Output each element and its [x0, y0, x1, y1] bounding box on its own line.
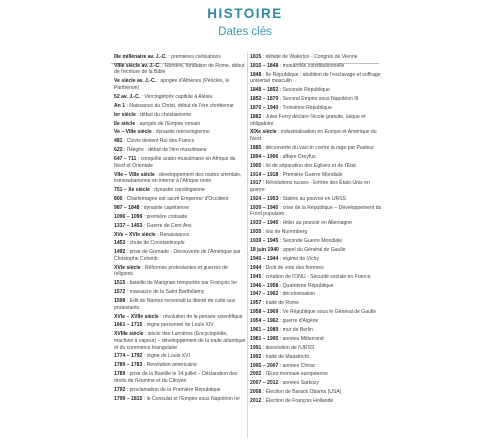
timeline-entry: [114, 289, 246, 296]
timeline-date: 751 – Xe siècle: [114, 187, 150, 194]
timeline-event: : première croisade: [142, 213, 188, 220]
timeline-entry: [250, 291, 384, 298]
timeline-entry: [250, 300, 384, 307]
timeline-entry: [250, 220, 384, 227]
timeline-event: : Ve République sous le Général de Gaulle: [278, 309, 377, 316]
timeline-entry: [114, 94, 246, 101]
timeline-date: 1981 – 1995: [250, 335, 279, 342]
timeline-date: 1991: [250, 344, 262, 351]
timeline-entry: [114, 138, 246, 145]
timeline-event: : Renaissance: [155, 231, 190, 238]
timeline-entry: [250, 72, 384, 85]
timeline-entry: [114, 223, 246, 230]
timeline-event: : Naissance du Christ, début de l'ère chrétienne: [125, 102, 234, 109]
timeline-entry: [250, 87, 384, 94]
timeline-event: : l'Hégire : début de l'ère musulmane: [122, 147, 207, 154]
timeline-entry: [114, 214, 246, 221]
timeline-entry: [114, 205, 246, 212]
timeline-entry: [250, 256, 384, 263]
timeline-event: : Jules Ferry déclare l'école gratuite, laïque et obligatoire: [250, 113, 366, 127]
timeline-entry: [250, 54, 384, 61]
timeline-date: 1957: [250, 300, 262, 307]
timeline-event: : premières civilisations: [166, 54, 221, 60]
timeline-event: : loi de séparation des Églises et de l'État: [261, 162, 356, 169]
timeline-entry: [114, 322, 246, 329]
timeline-event: : IIe République : abolition de l'esclavage et suffrage universel masculin: [250, 71, 381, 85]
timeline-date: 2002: [250, 371, 262, 378]
timeline-entry: [250, 172, 384, 179]
timeline-entry: [250, 129, 384, 142]
timeline-entry: [250, 283, 384, 290]
timeline-event: : prise de la Bastille le 14 juillet – Déclaration des droits de l'Homme et du Citoyen: [114, 371, 238, 384]
timeline-entry: [114, 121, 246, 128]
timeline-date: 1815: [250, 54, 262, 60]
timeline-date: 1961 – 1989: [250, 327, 279, 334]
timeline-date: 1789: [114, 371, 126, 378]
timeline-event: : Guerre de Cent Ans: [142, 222, 192, 229]
timeline-event: : dynastie capétienne: [139, 204, 190, 211]
timeline-event: : Première Guerre Mondiale: [278, 171, 343, 178]
timeline-event: : traité de Maastricht: [261, 353, 309, 360]
timeline-date: 18 juin 1940: [250, 247, 279, 253]
timeline-date: 1792: [114, 386, 126, 393]
timeline-date: Ve siècle av. J.-C.: [114, 78, 157, 85]
timeline-entry: [114, 387, 246, 394]
column-divider: [247, 52, 248, 438]
timeline-event: : monarchie constitutionnelle: [278, 62, 345, 69]
timeline-date: 1933 – 1945: [250, 220, 279, 227]
timeline-date: 52 av. J.-C.: [114, 93, 141, 100]
timeline-event: : apogée d'Athènes (Périclès, le Parthénon): [114, 78, 230, 91]
timeline-date: 1453: [114, 240, 126, 247]
timeline-entry: [250, 105, 384, 112]
timeline-event: : Charlemagne est sacré Empereur d'Occident: [122, 195, 229, 202]
subtitle-row: [0, 24, 490, 40]
timeline-column-right: [250, 54, 384, 407]
timeline-event: : massacre de la Saint Barthélemy: [125, 289, 205, 296]
timeline-event: : défaite de Waterloo - Congrès de Vienne: [261, 54, 358, 60]
timeline-date: 1944: [250, 264, 262, 271]
timeline-date: 1870 – 1940: [250, 105, 279, 112]
timeline-event: : industrialisation en Europe et Amérique du Nord: [250, 129, 377, 143]
timeline-entry: [114, 156, 246, 169]
timeline-entry: [250, 309, 384, 316]
timeline-entry: [114, 265, 246, 278]
timeline-entry: [114, 129, 246, 136]
timeline-date: 800: [114, 195, 123, 202]
timeline-event: : siècle des Lumières (Encyclopédie, machine à vapeur) – développement de la traite atlantique et du commerce triangulaire: [114, 331, 246, 351]
timeline-date: 1947 – 1962: [250, 291, 279, 298]
timeline-entry: [114, 54, 246, 61]
timeline-event: : années Mitterrand: [278, 335, 324, 342]
timeline-event: : Droit de vote des femmes: [261, 264, 324, 271]
timeline-date: 1885: [250, 144, 262, 151]
timeline-entry: [114, 78, 246, 91]
timeline-date: 1930 – 1940: [250, 204, 279, 211]
timeline-entry: [114, 353, 246, 360]
timeline-entry: [250, 229, 384, 236]
timeline-entry: [250, 345, 384, 352]
timeline-event: : guerre d'Algérie: [278, 318, 319, 325]
timeline-entry: [114, 396, 246, 403]
timeline-event: : appel du Général de Gaulle: [278, 247, 346, 253]
timeline-entry: [250, 145, 384, 152]
timeline-date: 1917: [250, 180, 262, 187]
timeline-date: 647 – 711: [114, 156, 137, 163]
timeline-date: 1882: [250, 113, 262, 120]
timeline-entry: [114, 147, 246, 154]
timeline-entry: [250, 265, 384, 272]
timeline-date: 1939 – 1945: [250, 238, 279, 245]
timeline-date: 1799 – 1815: [114, 395, 143, 402]
timeline-entry: [250, 371, 384, 378]
timeline-event: : création de l'ONU - Sécurité sociale en France: [261, 273, 371, 280]
timeline-entry: [250, 180, 384, 193]
timeline-event: : apogée de l'Empire romain: [135, 120, 201, 127]
timeline-event: : années Sarkozy: [278, 380, 320, 387]
timeline-date: 1572: [114, 289, 126, 296]
timeline-date: 1598: [114, 298, 126, 305]
timeline-date: 2008: [250, 389, 262, 396]
timeline-entry: [250, 398, 384, 405]
timeline-date: XVIe siècle: [114, 264, 141, 271]
timeline-event: : développement des routes orientale, transsaharienne en interne à l'Afrique noire: [114, 171, 242, 185]
timeline-event: : proclamation de la Première République: [125, 386, 221, 393]
timeline-event: : début du christianisme: [135, 111, 192, 118]
timeline-event: : affaire Dreyfus: [278, 153, 316, 160]
timeline-event: : crise de la République – Développement du Front populaire: [250, 204, 382, 218]
timeline-event: : dynastie mérovingienne: [151, 129, 210, 136]
timeline-date: 481: [114, 138, 123, 145]
timeline-date: 1905: [250, 162, 262, 169]
timeline-event: : règne personnel de Louis XIV: [142, 322, 214, 329]
timeline-entry: [114, 103, 246, 110]
timeline-event: : révolution de la pensée scientifique: [158, 313, 243, 320]
timeline-entry: [250, 389, 384, 396]
timeline-event: : Vercingétorix capitule à Alésia: [140, 93, 213, 100]
timeline-entry: [250, 247, 384, 254]
timeline-entry: [250, 274, 384, 281]
timeline-entry: [250, 63, 384, 70]
timeline-entry: [114, 362, 246, 369]
timeline-entry: [250, 96, 384, 103]
timeline-date: 1661 – 1715: [114, 322, 143, 329]
timeline-date: XVIe – XVIIe siècle: [114, 313, 159, 320]
timeline-entry: [250, 363, 384, 370]
timeline-date: 1958 – 1969: [250, 309, 279, 316]
timeline-entry: [114, 63, 246, 76]
timeline-event: : Hitler au pouvoir en Allemagne: [278, 220, 352, 227]
timeline-event: : Quatrième République: [278, 282, 334, 289]
page-subtitle: Dates clés: [218, 26, 272, 38]
timeline-event: : Seconde République: [278, 87, 330, 94]
timeline-event: : Staline au pouvoir en URSS: [278, 195, 346, 202]
timeline-date: 622: [114, 147, 123, 154]
page-header: [0, 6, 490, 22]
timeline-date: 2012: [250, 398, 262, 405]
timeline-date: 1815 – 1848: [250, 62, 279, 69]
timeline-entry: [114, 331, 246, 351]
timeline-entry: [114, 371, 246, 384]
timeline-date: An 1: [114, 102, 126, 109]
timeline-entry: [114, 240, 246, 247]
timeline-entry: [114, 172, 246, 185]
timeline-event: : conquête arabo-musulmane en Afrique du Nord et Orientale: [114, 156, 236, 169]
timeline-entry: [114, 196, 246, 203]
timeline-date: XIXe siècle: [250, 129, 277, 136]
timeline-event: : règne de Louis XVI: [142, 353, 190, 360]
timeline-entry: [250, 336, 384, 343]
timeline-date: IIe siècle: [114, 120, 136, 127]
timeline-date: 1946 – 1958: [250, 282, 279, 289]
timeline-entry: [250, 205, 384, 218]
timeline-date: Ier siècle: [114, 111, 136, 118]
timeline-date: VIIe – VIIIe siècle: [114, 171, 155, 178]
timeline-event: : années Chirac: [278, 362, 316, 369]
timeline-entry: [114, 280, 246, 287]
timeline-date: 1852 – 1870: [250, 96, 279, 103]
timeline-event: : Troisième République: [278, 105, 332, 112]
timeline-date: 1945: [250, 273, 262, 280]
timeline-event: : chute de Constantinople: [125, 240, 185, 247]
timeline-entry: [250, 154, 384, 161]
timeline-event: : traité de Rome: [261, 300, 299, 307]
timeline-date: 1935: [250, 229, 262, 236]
page-title: HISTOIRE: [207, 6, 283, 21]
timeline-entry: [114, 187, 246, 194]
timeline-event: : Élection de François Hollande: [261, 398, 334, 405]
timeline-event: : Second Empire sous Napoléon III: [278, 96, 359, 103]
timeline-date: 1954 – 1962: [250, 318, 279, 325]
timeline-event: : régime de Vichy: [278, 255, 320, 262]
timeline-date: XVIIIe siècle: [114, 331, 144, 338]
timeline-event: : bataille de Marignan remportée par François Ier: [125, 280, 238, 287]
timeline-date: 1848 – 1852: [250, 87, 279, 94]
timeline-date: 1894 – 1906: [250, 153, 279, 160]
timeline-entry: [250, 354, 384, 361]
timeline-entry: [114, 298, 246, 311]
timeline-date: 1914 – 1918: [250, 171, 279, 178]
timeline-event: : dissolution de l'URSS: [261, 344, 315, 351]
timeline-entry: [114, 112, 246, 119]
timeline-event: : découverte du vaccin contre la rage par Pasteur: [261, 144, 375, 151]
timeline-event: : Révolution américaine: [142, 362, 197, 369]
timeline-entry: [250, 238, 384, 245]
timeline-date: 1924 – 1953: [250, 195, 279, 202]
timeline-entry: [114, 232, 246, 239]
timeline-entry: [250, 163, 384, 170]
timeline-event: : Réformes protestantes et guerres de religions: [114, 264, 228, 278]
timeline-date: 1096 – 1099: [114, 213, 143, 220]
timeline-entry: [250, 318, 384, 325]
timeline-event: : lois de Nuremberg: [261, 229, 308, 236]
timeline-date: 987 – 1848: [114, 204, 140, 211]
timeline-date: 1515: [114, 280, 126, 287]
timeline-date: 1337 – 1453: [114, 222, 143, 229]
timeline-date: 1992: [250, 353, 262, 360]
timeline-event: : Élection de Barack Obama (USA): [261, 389, 342, 396]
timeline-entry: [250, 380, 384, 387]
timeline-event: : l'Euro monnaie européenne: [261, 371, 329, 378]
timeline-event: : mur de Berlin: [278, 327, 313, 334]
timeline-event: : décolonisation: [278, 291, 316, 298]
timeline-entry: [114, 249, 246, 262]
timeline-date: 1995 – 2007: [250, 362, 279, 369]
timeline-event: : prise de Grenade - Découverte de l'Amérique par Christophe Colomb: [114, 249, 241, 262]
timeline-date: 1789 – 1783: [114, 362, 143, 369]
timeline-column-left: [114, 54, 246, 404]
timeline-entry: [114, 314, 246, 321]
timeline-date: VIIIe siècle av. J.-C.: [114, 62, 161, 69]
timeline-date: 1848: [250, 71, 262, 78]
timeline-entry: [250, 196, 384, 203]
timeline-date: 2007 – 2012: [250, 380, 279, 387]
timeline-event: : dynastie carolingienne: [149, 187, 205, 194]
timeline-date: 1940 – 1944: [250, 255, 279, 262]
timeline-entry: [250, 114, 384, 127]
timeline-event: : Seconde Guerre Mondiale: [278, 238, 343, 245]
timeline-event: : Clovis devient Roi des Francs: [122, 138, 195, 145]
timeline-date: 1774 – 1792: [114, 353, 143, 360]
timeline-entry: [250, 327, 384, 334]
timeline-date: IIIe millénaire av. J.-C.: [114, 54, 167, 60]
timeline-date: 1492: [114, 249, 126, 256]
timeline-event: : Homère, fondation de Rome, début de l'écriture de la Bible: [114, 62, 245, 76]
timeline-event: : Révolutions russes - Entrée des États-Unis en guerre: [250, 180, 370, 194]
timeline-event: : le Consulat et l'Empire sous Napoléon Ier: [142, 395, 241, 402]
timeline-date: Ve – VIIIe siècle: [114, 129, 152, 136]
timeline-date: XVe – XVIe siècle: [114, 231, 156, 238]
timeline-event: : Edit de Nantes reconnaît la liberté de culte aux protestants: [114, 298, 236, 311]
